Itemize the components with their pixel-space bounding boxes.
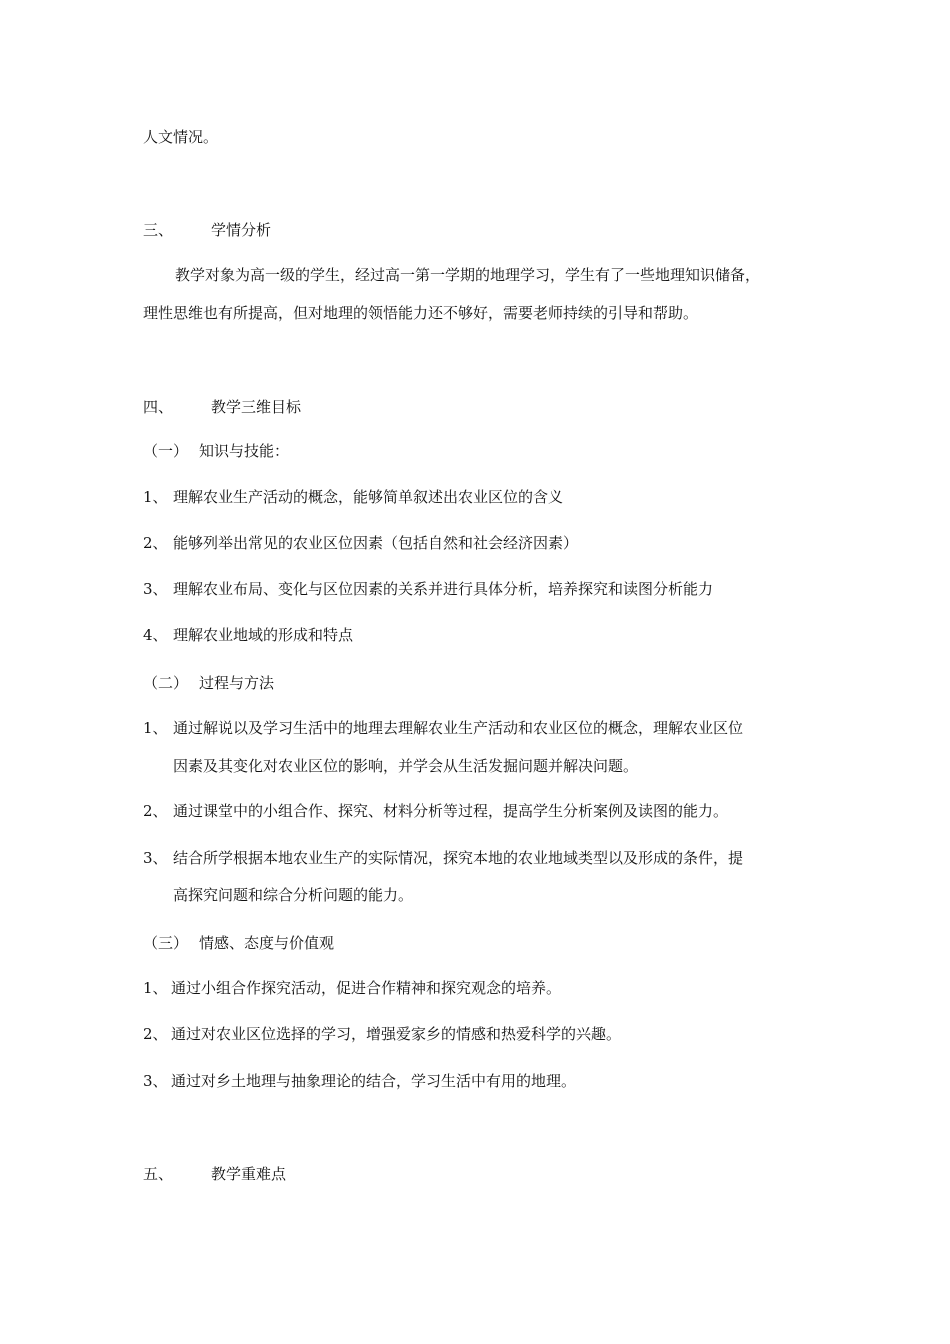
subsection3-title: 情感、态度与价值观 [199, 934, 335, 952]
section5-title: 教学重难点 [211, 1165, 287, 1183]
list-item: 1、 通过解说以及学习生活中的地理去理解农业生产活动和农业区位的概念，理解农业区位 [143, 719, 744, 737]
list-item: 1、 通过小组合作探究活动，促进合作精神和探究观念的培养。 [143, 979, 562, 997]
list-item: 4、 理解农业地域的形成和特点 [143, 626, 354, 644]
subsection1-heading [143, 441, 289, 461]
section3-heading [143, 220, 271, 240]
section3-paragraph-line2: 理性思维也有所提高，但对地理的领悟能力还不够好，需要老师持续的引导和帮助。 [143, 304, 699, 322]
list-item: 1、 理解农业生产活动的概念，能够简单叙述出农业区位的含义 [143, 488, 564, 506]
section5-number: 五、 [143, 1165, 174, 1183]
section3-paragraph-line1: 教学对象为高一级的学生，经过高一第一学期的地理学习，学生有了一些地理知识储备， [175, 266, 761, 284]
list-item-continuation: 高探究问题和综合分析问题的能力。 [173, 886, 414, 904]
continuation-text: 人文情况。 [143, 128, 219, 146]
list-item: 2、 通过对农业区位选择的学习，增强爱家乡的情感和热爱科学的兴趣。 [143, 1025, 622, 1043]
list-item: 3、 通过对乡土地理与抽象理论的结合，学习生活中有用的地理。 [143, 1072, 577, 1090]
list-item: 3、 结合所学根据本地农业生产的实际情况，探究本地的农业地域类型以及形成的条件，提 [143, 849, 744, 867]
section4-title: 教学三维目标 [211, 398, 302, 416]
list-item: 2、 通过课堂中的小组合作、探究、材料分析等过程，提高学生分析案例及读图的能力。 [143, 802, 729, 820]
list-item: 2、 能够列举出常见的农业区位因素（包括自然和社会经济因素） [143, 534, 579, 552]
subsection3-heading [143, 933, 334, 953]
list-item-continuation: 因素及其变化对农业区位的影响，并学会从生活发掘问题并解决问题。 [173, 757, 639, 775]
subsection2-heading [143, 673, 274, 693]
section5-heading [143, 1164, 286, 1184]
section4-number: 四、 [143, 398, 174, 416]
section3-title: 学情分析 [211, 221, 272, 239]
subsection3-number: （三） [143, 934, 189, 952]
section4-heading [143, 397, 301, 417]
list-item: 3、 理解农业布局、变化与区位因素的关系并进行具体分析，培养探究和读图分析能力 [143, 580, 714, 598]
subsection2-title: 过程与方法 [199, 674, 275, 692]
section3-number: 三、 [143, 221, 174, 239]
subsection2-number: （二） [143, 674, 189, 692]
subsection1-number: （一） [143, 442, 189, 460]
subsection1-title: 知识与技能： [199, 442, 290, 460]
